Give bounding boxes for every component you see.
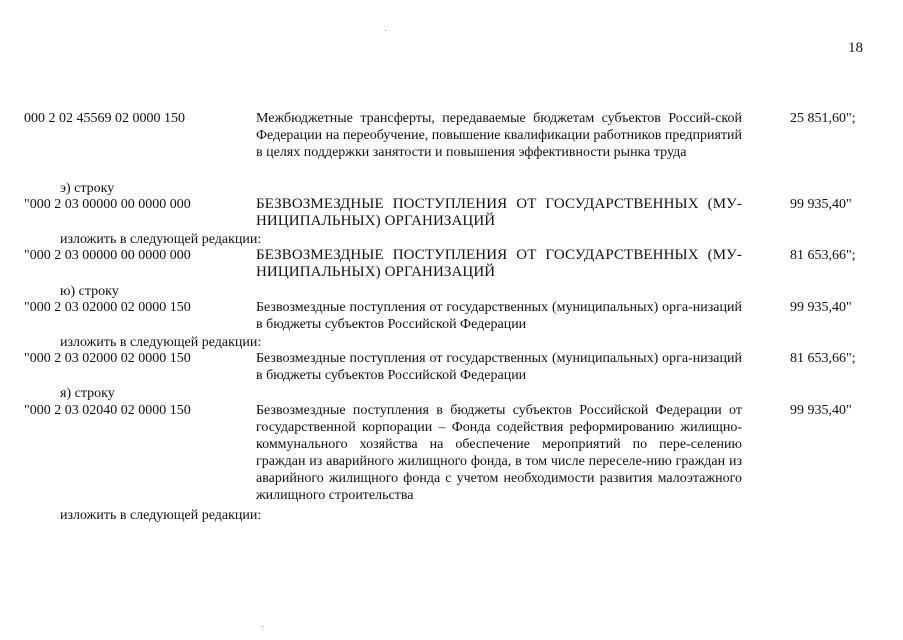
instruction-line: изложить в следующей редакции: <box>60 508 262 523</box>
instruction-line: ю) строку <box>60 284 119 299</box>
budget-description: Безвозмездные поступления в бюджеты субъектов Российской Федерации от государственной корпорации – Фонда содействия реформированию жилищно-коммунального хозяйства на обеспечение мероприятий по пере-селению граждан из аварийного жилищного фонда, в том числе переселе-нию граждан из аварийного жилищного фонда с учетом необходимости развития малоэтажного жилищного строительства <box>256 403 742 503</box>
budget-code: "000 2 03 02040 02 0000 150 <box>24 403 191 418</box>
scan-speck <box>385 30 386 31</box>
budget-code: "000 2 03 02000 02 0000 150 <box>24 351 191 366</box>
budget-description: БЕЗВОЗМЕЗДНЫЕ ПОСТУПЛЕНИЯ ОТ ГОСУДАРСТВЕННЫХ (МУ-НИЦИПАЛЬНЫХ) ОРГАНИЗАЦИЙ <box>256 196 742 229</box>
budget-description: Безвозмездные поступления от государственных (муниципальных) орга-низаций в бюджеты субъектов Российской Федерации <box>256 300 742 332</box>
budget-code: "000 2 03 00000 00 0000 000 <box>24 197 191 212</box>
budget-description: БЕЗВОЗМЕЗДНЫЕ ПОСТУПЛЕНИЯ ОТ ГОСУДАРСТВЕННЫХ (МУ-НИЦИПАЛЬНЫХ) ОРГАНИЗАЦИЙ <box>256 247 742 280</box>
budget-amount: 25 851,60"; <box>790 111 856 126</box>
instruction-line: э) строку <box>60 181 115 196</box>
budget-code: "000 2 03 02000 02 0000 150 <box>24 300 191 315</box>
instruction-line: я) строку <box>60 386 115 401</box>
budget-amount: 99 935,40" <box>790 300 852 315</box>
instruction-line: изложить в следующей редакции: <box>60 232 262 247</box>
budget-code: "000 2 03 00000 00 0000 000 <box>24 248 191 263</box>
budget-description: Безвозмездные поступления от государственных (муниципальных) орга-низаций в бюджеты субъектов Российской Федерации <box>256 351 742 383</box>
scan-speck <box>262 626 263 627</box>
instruction-line: изложить в следующей редакции: <box>60 335 262 350</box>
budget-amount: 81 653,66"; <box>790 351 856 366</box>
page-number: 18 <box>848 40 863 56</box>
budget-description: Межбюджетные трансферты, передаваемые бюджетам субъектов Россий-ской Федерации на переобучение, повышение квалификации работников предприятий в целях поддержки занятости и повышения эффективности рынка труда <box>256 111 743 160</box>
budget-amount: 81 653,66"; <box>790 248 856 263</box>
budget-amount: 99 935,40" <box>790 197 852 212</box>
budget-code: 000 2 02 45569 02 0000 150 <box>24 111 185 126</box>
budget-amount: 99 935,40" <box>790 403 852 418</box>
